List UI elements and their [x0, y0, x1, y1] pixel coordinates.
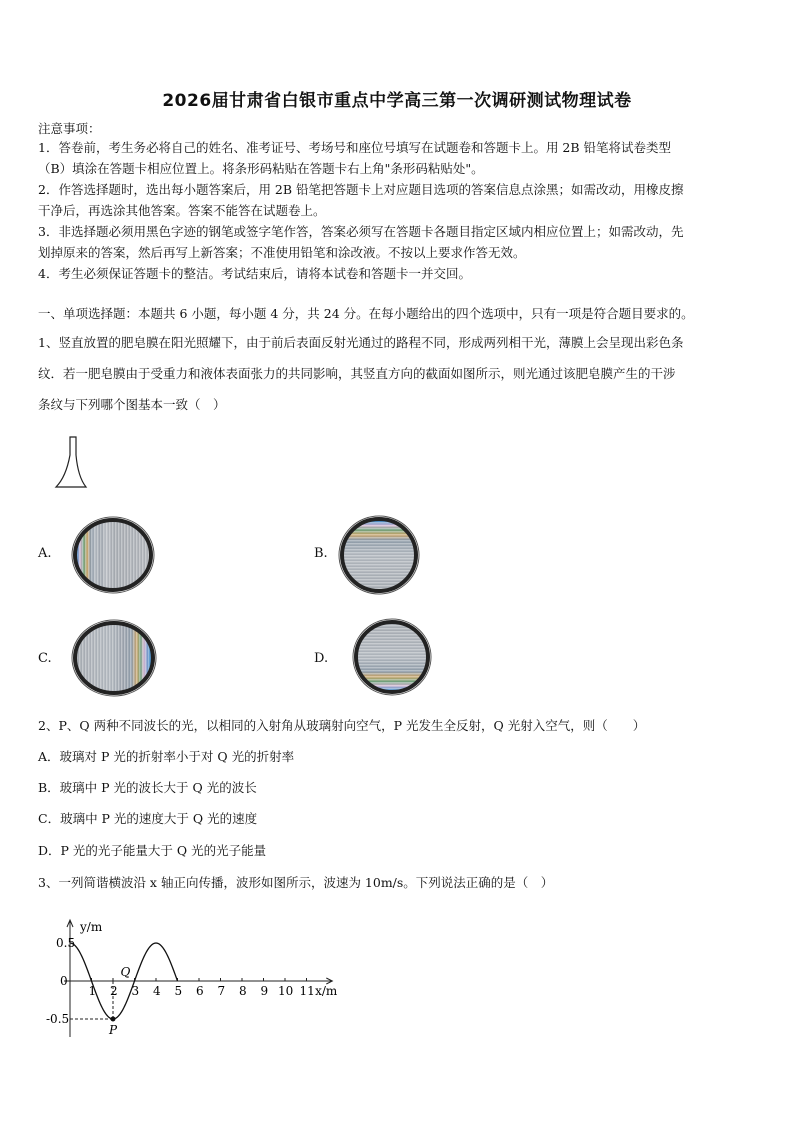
x-tick-label: 3 — [131, 984, 140, 998]
question-2-option-b[interactable]: B．玻璃中 P 光的波长大于 Q 光的波长 — [38, 780, 257, 795]
x-tick-label: 6 — [196, 984, 204, 998]
question-1-line: 条纹与下列哪个图基本一致（ ） — [38, 397, 226, 412]
fringe-option-a-image[interactable] — [70, 515, 156, 595]
option-c-label[interactable]: C. — [38, 651, 52, 666]
notice-heading: 注意事项： — [38, 121, 101, 136]
fringe-option-d-image[interactable] — [350, 616, 434, 698]
notice-line: （B）填涂在答题卡相应位置上。将条形码粘贴在答题卡右上角"条形码粘贴处"。 — [38, 161, 484, 176]
option-b-label[interactable]: B. — [314, 546, 328, 561]
x-tick-label: 11 — [299, 984, 315, 998]
x-tick-label: 2 — [110, 984, 118, 998]
notice-line: 干净后，再选涂其他答案。答案不能答在试题卷上。 — [38, 203, 326, 218]
y-tick-label: 0.5 — [56, 936, 76, 950]
notice-line: 1．答卷前，考生务必将自己的姓名、准考证号、考场号和座位号填写在试题卷和答题卡上。用 2B 铅笔将试卷类型 — [38, 140, 672, 155]
film-cross-section-figure — [50, 433, 90, 491]
x-tick-label: 8 — [239, 984, 247, 998]
x-tick-label: 10 — [278, 984, 294, 998]
question-2-stem: 2、P、Q 两种不同波长的光，以相同的入射角从玻璃射向空气，P 光发生全反射，Q 光射入空气，则（ ） — [38, 718, 646, 733]
x-tick-label: 1 — [88, 984, 97, 998]
notice-line: 划掉原来的答案，然后再写上新答案；不准使用铅笔和涂改液。不按以上要求作答无效。 — [38, 245, 526, 260]
y-axis-label: y/m — [80, 920, 103, 934]
question-2-option-a[interactable]: A．玻璃对 P 光的折射率小于对 Q 光的折射率 — [38, 749, 295, 764]
point-p — [111, 1017, 116, 1022]
y-tick-label: 0 — [60, 974, 68, 988]
x-tick-label: 5 — [174, 984, 183, 998]
y-tick-label: -0.5 — [46, 1012, 70, 1026]
chart-points — [70, 965, 135, 1037]
point-p-label: P — [109, 1023, 118, 1037]
point-q-label: Q — [120, 965, 131, 979]
question-2-option-d[interactable]: D．P 光的光子能量大于 Q 光的光子能量 — [38, 843, 267, 858]
x-axis-label: x/m — [315, 984, 338, 998]
question-1-line: 纹．若一肥皂膜由于受重力和液体表面张力的共同影响，其竖直方向的截面如图所示，则光通过该肥皂膜产生的干涉 — [38, 366, 676, 381]
wave-chart — [40, 915, 370, 1040]
question-2-option-c[interactable]: C．玻璃中 P 光的速度大于 Q 光的速度 — [38, 811, 258, 826]
option-d-label[interactable]: D. — [314, 651, 329, 666]
page-title: 2026届甘肃省白银市重点中学高三第一次调研测试物理试卷 — [162, 91, 632, 111]
section-heading: 一、单项选择题：本题共 6 小题，每小题 4 分，共 24 分。在每小题给出的四个选项中，只有一项是符合题目要求的。 — [38, 306, 694, 321]
option-a-label[interactable]: A. — [38, 546, 52, 561]
notice-line: 2．作答选择题时，选出每小题答案后，用 2B 铅笔把答题卡上对应题目选项的答案信息点涂黑；如需改动，用橡皮擦 — [38, 182, 684, 197]
question-1-line: 1、竖直放置的肥皂膜在阳光照耀下，由于前后表面反射光通过的路程不同，形成两列相干光，薄膜上会呈现出彩色条 — [38, 335, 684, 350]
x-tick-label: 4 — [153, 984, 161, 998]
x-tick-label: 9 — [260, 984, 269, 998]
question-3-stem: 3、一列简谐横波沿 x 轴正向传播，波形如图所示，波速为 10m/s。下列说法正确的是（ ） — [38, 875, 554, 890]
fringe-option-c-image[interactable] — [70, 618, 158, 698]
x-tick-label: 7 — [217, 984, 226, 998]
fringe-option-b-image[interactable] — [336, 513, 422, 597]
notice-line: 3．非选择题必须用黑色字迹的钢笔或签字笔作答，答案必须写在答题卡各题目指定区域内相应位置上；如需改动，先 — [38, 224, 684, 239]
notice-line: 4．考生必须保证答题卡的整洁。考试结束后，请将本试卷和答题卡一并交回。 — [38, 266, 471, 281]
